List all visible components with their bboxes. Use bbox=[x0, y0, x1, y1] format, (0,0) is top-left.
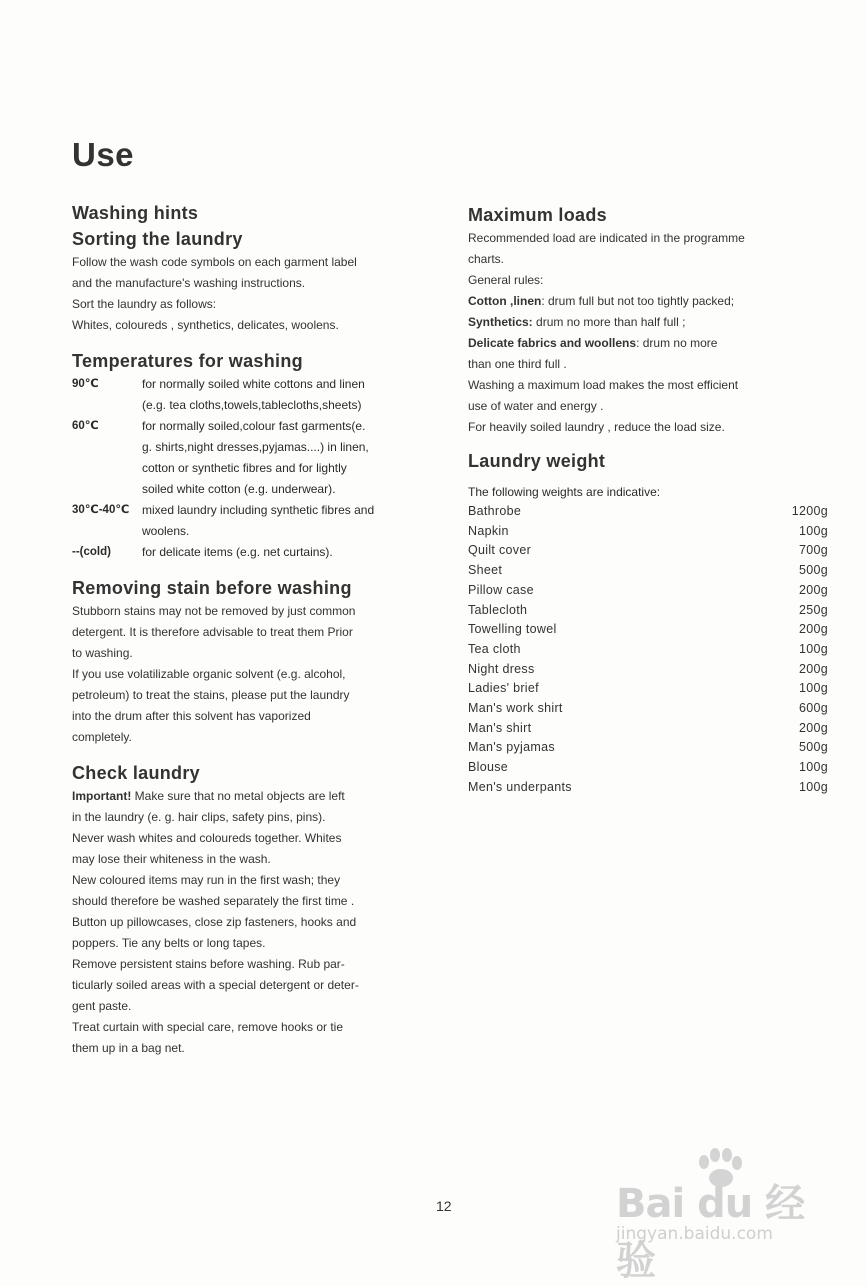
right-column bbox=[468, 202, 828, 798]
sorting-line: Follow the wash code symbols on each garment label bbox=[72, 255, 357, 269]
important-text: Make sure that no metal objects are left bbox=[131, 789, 345, 803]
weight-value: 200g bbox=[798, 661, 828, 676]
sorting-line: Whites, coloureds , synthetics, delicates, woolens. bbox=[72, 318, 339, 332]
sorting-laundry-heading: Sorting the laundry bbox=[72, 229, 243, 249]
temperature-text: mixed laundry including synthetic fibres and bbox=[142, 503, 375, 517]
weight-row bbox=[468, 561, 828, 581]
weight-value: 100g bbox=[798, 641, 828, 656]
weight-item: Quilt cover bbox=[468, 543, 532, 558]
load-rule-text: : drum full but not too tightly packed; bbox=[541, 294, 735, 308]
weight-value: 100g bbox=[798, 681, 828, 696]
temperature-text: for delicate items (e.g. net curtains). bbox=[142, 545, 333, 559]
loads-line: General rules: bbox=[468, 273, 544, 287]
stain-line: to washing. bbox=[72, 646, 133, 660]
weight-item: Man's pyjamas bbox=[468, 740, 555, 755]
weight-item: Tablecloth bbox=[468, 602, 528, 617]
temperature-row bbox=[72, 374, 432, 416]
stain-line: detergent. It is therefore advisable to treat them Prior bbox=[72, 625, 353, 639]
check-line: Remove persistent stains before washing. Rub par- bbox=[72, 957, 345, 971]
weight-row bbox=[468, 719, 828, 739]
loads-line: For heavily soiled laundry , reduce the load size. bbox=[468, 420, 725, 434]
load-rule bbox=[468, 291, 828, 312]
load-rule bbox=[468, 312, 828, 333]
weight-value: 100g bbox=[798, 779, 828, 794]
weight-list bbox=[468, 502, 828, 798]
load-rule-label: Cotton ,linen bbox=[468, 294, 542, 308]
loads-line: than one third full . bbox=[468, 357, 567, 371]
temperature-label: 30℃-40℃ bbox=[72, 504, 130, 516]
weight-value: 100g bbox=[798, 523, 828, 538]
temperature-row bbox=[72, 542, 432, 563]
weight-value: 200g bbox=[798, 622, 828, 637]
weight-row bbox=[468, 699, 828, 719]
watermark-url: jingyan.baidu.com bbox=[616, 1224, 773, 1244]
check-line: in the laundry (e. g. hair clips, safety pins, pins). bbox=[72, 810, 326, 824]
load-rule-label: Synthetics: bbox=[468, 315, 533, 329]
weight-item: Towelling towel bbox=[468, 622, 557, 637]
weight-row bbox=[468, 758, 828, 778]
weight-row bbox=[468, 601, 828, 621]
temperature-text: soiled white cotton (e.g. underwear). bbox=[142, 482, 336, 496]
temperature-text: g. shirts,night dresses,pyjamas....) in linen, bbox=[142, 440, 369, 454]
weight-item: Ladies' brief bbox=[468, 681, 539, 696]
load-rule-text: : drum no more bbox=[636, 336, 718, 350]
weight-row bbox=[468, 679, 828, 699]
temperature-label: 60℃ bbox=[72, 420, 99, 432]
load-rule-label: Delicate fabrics and woollens bbox=[468, 336, 637, 350]
weight-row bbox=[468, 522, 828, 542]
weight-row bbox=[468, 738, 828, 758]
sorting-line: and the manufacture's washing instructions. bbox=[72, 276, 306, 290]
check-line: poppers. Tie any belts or long tapes. bbox=[72, 936, 266, 950]
loads-line: use of water and energy . bbox=[468, 399, 604, 413]
loads-line: Washing a maximum load makes the most efficient bbox=[468, 378, 739, 392]
weight-value: 700g bbox=[798, 543, 828, 558]
weight-value: 600g bbox=[798, 701, 828, 716]
temperature-row bbox=[72, 500, 432, 542]
weight-intro: The following weights are indicative: bbox=[468, 485, 661, 499]
page-number: 12 bbox=[436, 1198, 452, 1214]
temperature-row bbox=[72, 416, 432, 500]
weight-item: Napkin bbox=[468, 523, 509, 538]
temperature-label: --(cold) bbox=[72, 546, 111, 558]
weight-item: Man's work shirt bbox=[468, 701, 563, 716]
important-label: Important! bbox=[72, 789, 132, 803]
sorting-line: Sort the laundry as follows: bbox=[72, 297, 217, 311]
weight-value: 200g bbox=[798, 720, 828, 735]
left-column bbox=[72, 200, 432, 1059]
watermark-logo: Bai du 经验 bbox=[616, 1181, 805, 1284]
check-line: should therefore be washed separately the first time . bbox=[72, 894, 355, 908]
laundry-weight-heading: Laundry weight bbox=[468, 451, 606, 471]
temperature-text: for normally soiled,colour fast garments(e. bbox=[142, 419, 366, 433]
check-line bbox=[72, 786, 432, 807]
check-line: them up in a bag net. bbox=[72, 1041, 185, 1055]
washing-hints-heading: Washing hints bbox=[72, 203, 199, 223]
load-rule-text: drum no more than half full ; bbox=[532, 315, 686, 329]
check-line: may lose their whiteness in the wash. bbox=[72, 852, 271, 866]
weight-item: Pillow case bbox=[468, 582, 534, 597]
weight-row bbox=[468, 660, 828, 680]
maximum-loads-heading: Maximum loads bbox=[468, 205, 607, 225]
weight-row bbox=[468, 541, 828, 561]
weight-item: Bathrobe bbox=[468, 504, 522, 518]
weight-value: 100g bbox=[798, 760, 828, 775]
weight-value: 200g bbox=[798, 582, 828, 597]
page-title: Use bbox=[72, 136, 135, 173]
weight-item: Sheet bbox=[468, 563, 503, 578]
weight-item: Man's shirt bbox=[468, 720, 532, 735]
stain-line: If you use volatilizable organic solvent (e.g. alcohol, bbox=[72, 667, 346, 681]
weight-item: Men's underpants bbox=[468, 779, 572, 794]
weight-row bbox=[468, 620, 828, 640]
temperature-text: cotton or synthetic fibres and for lightly bbox=[142, 461, 347, 475]
loads-line: charts. bbox=[468, 252, 505, 266]
check-line: Button up pillowcases, close zip fasteners, hooks and bbox=[72, 915, 357, 929]
stain-line: completely. bbox=[72, 730, 132, 744]
removing-stain-heading: Removing stain before washing bbox=[72, 578, 352, 598]
temperature-text: (e.g. tea cloths,towels,tablecloths,sheets) bbox=[142, 398, 362, 412]
check-line: ticularly soiled areas with a special detergent or deter- bbox=[72, 978, 359, 992]
weight-value: 500g bbox=[798, 740, 828, 755]
check-line: Never wash whites and coloureds together. Whites bbox=[72, 831, 342, 845]
weight-item: Tea cloth bbox=[468, 641, 521, 656]
check-laundry-heading: Check laundry bbox=[72, 763, 200, 783]
weight-value: 250g bbox=[798, 602, 828, 617]
load-rule bbox=[468, 333, 828, 354]
temperature-text: for normally soiled white cottons and linen bbox=[142, 377, 365, 391]
check-line: New coloured items may run in the first wash; they bbox=[72, 873, 341, 887]
stain-line: Stubborn stains may not be removed by just common bbox=[72, 604, 356, 618]
weight-row bbox=[468, 778, 828, 798]
weight-row bbox=[468, 581, 828, 601]
temperature-text: woolens. bbox=[142, 524, 190, 538]
weight-item: Night dress bbox=[468, 661, 535, 676]
weight-value: 500g bbox=[798, 563, 828, 578]
temperatures-heading: Temperatures for washing bbox=[72, 351, 303, 371]
stain-line: petroleum) to treat the stains, please put the laundry bbox=[72, 688, 350, 702]
temperature-label: 90℃ bbox=[72, 378, 99, 390]
weight-row bbox=[468, 502, 828, 522]
stain-line: into the drum after this solvent has vaporized bbox=[72, 709, 311, 723]
baidu-watermark bbox=[612, 1148, 832, 1284]
weight-value: 1200g bbox=[791, 504, 828, 518]
loads-line: Recommended load are indicated in the programme bbox=[468, 231, 745, 245]
check-line: gent paste. bbox=[72, 999, 132, 1013]
check-line: Treat curtain with special care, remove hooks or tie bbox=[72, 1020, 344, 1034]
weight-row bbox=[468, 640, 828, 660]
weight-item: Blouse bbox=[468, 760, 509, 775]
